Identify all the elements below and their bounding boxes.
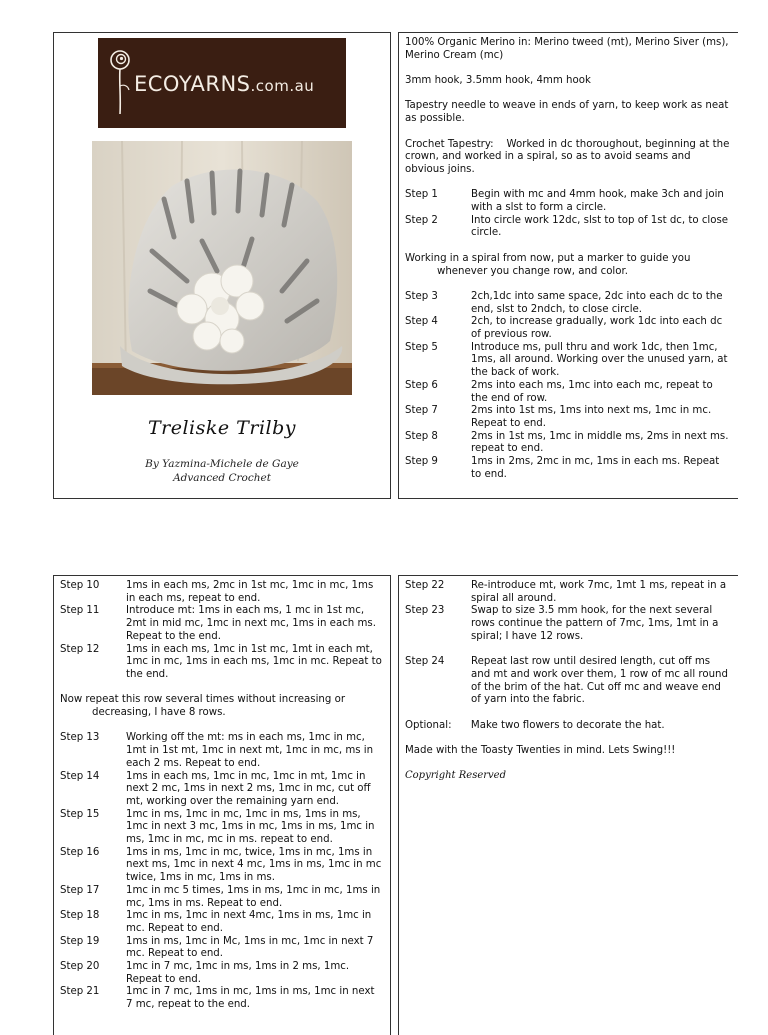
step-item (405, 291, 732, 316)
step-text: 2ms into each ms, 1mc into each mc, repeat to the end of row. (471, 379, 713, 404)
step-label: Step 3 (405, 290, 438, 302)
step-item (405, 456, 732, 481)
instructions-panel-3 (398, 575, 738, 1035)
technique-text: Crochet Tapestry: Worked in dc thoroughout, beginning at the crown, and worked in a spiral, so as to avoid seams and obvious joins. (405, 138, 733, 175)
steps-group (60, 580, 384, 682)
step-label: Step 18 (60, 910, 100, 922)
optional-note: Optional: Make two flowers to decorate the hat. (405, 719, 665, 731)
instructions-panel-2 (53, 575, 391, 1035)
step-label: Step 5 (405, 341, 438, 353)
step-label: Step 15 (60, 808, 100, 820)
step-label: Step 20 (60, 961, 100, 973)
step-label: Step 16 (60, 846, 100, 858)
copyright-note: Copyright Reserved (405, 770, 506, 782)
step-label: Step 4 (405, 316, 438, 328)
step-text: Working off the mt: ms in each ms, 1mc in mc, 1mt in 1st mt, 1mc in next mt, 1mc in mc, ms in each 2 ms. Repeat to end. (126, 732, 374, 769)
step-text: Re-introduce mt, work 7mc, 1mt 1 ms, repeat in a spiral all around. (471, 580, 727, 604)
materials-text: 100% Organic Merino in: Merino tweed (mt), Merino Siver (ms), Merino Cream (mc) (405, 37, 732, 61)
step-item (60, 847, 384, 885)
step-item (405, 316, 732, 341)
step-text: 2ch,1dc into same space, 2dc into each dc to the end, slst to 2ndch, to close circle. (471, 290, 723, 315)
step-text: Repeat last row until desired length, cut off ms and mt and work over them, 1 row of mc all round of the brim of the hat. Cut off mc and weave end of yarn into the fabric. (471, 656, 728, 706)
cover-panel (53, 32, 391, 499)
steps-group (405, 189, 732, 240)
step-item (60, 580, 384, 605)
needle-text: Tapestry needle to weave in ends of yarn, to keep work as neat as possible. (405, 100, 732, 125)
step-item (405, 215, 732, 240)
step-label: Step 11 (60, 605, 100, 617)
step-text: 2ms into 1st ms, 1ms into next ms, 1mc in mc. Repeat to end. (471, 405, 712, 429)
step-text: 1mc in 7 mc, 1mc in ms, 1ms in 2 ms, 1mc. Repeat to end. (126, 961, 350, 985)
step-item (405, 405, 732, 430)
step-item (405, 605, 732, 643)
step-item (60, 936, 384, 961)
step-label: Step 17 (60, 884, 100, 896)
hooks-text: 3mm hook, 3.5mm hook, 4mm hook (405, 75, 591, 87)
step-item (60, 885, 384, 910)
step-text: 1mc in 7 mc, 1ms in mc, 1ms in ms, 1mc in next 7 mc, repeat to the end. (126, 986, 375, 1011)
step-item (60, 605, 384, 643)
step-label: Step 1 (405, 189, 438, 201)
instructions-panel-1 (398, 32, 738, 499)
ecoyarns-logo (98, 38, 346, 128)
step-text: 2ch, to increase gradually, work 1dc into each dc of previous row. (471, 316, 723, 341)
step-label: Step 12 (60, 643, 100, 655)
step-label: Step 14 (60, 770, 100, 782)
step-item (405, 380, 732, 405)
step-text: 1ms in 2ms, 2mc in mc, 1ms in each ms. Repeat to end. (471, 456, 720, 480)
step-item (60, 732, 384, 770)
step-text: 1ms in each ms, 1mc in 1st mc, 1mt in each mt, 1mc in mc, 1ms in each ms, 1mc in mc. Repeat to the end. (126, 643, 382, 680)
step-label: Step 24 (405, 656, 445, 668)
step-text: 1ms in ms, 1mc in mc, twice, 1ms in mc, 1ms in next ms, 1mc in next 4 mc, 1ms in ms, 1mc in mc twice, 1ms in mc, 1ms in ms. (126, 846, 382, 884)
made-with-note: Made with the Toasty Twenties in mind. Lets Swing!!! (405, 745, 676, 757)
step-label: Step 9 (405, 456, 438, 468)
step-label: Step 23 (405, 605, 445, 617)
pattern-title: Treliske Trilby (147, 417, 296, 439)
step-item (60, 644, 384, 682)
repeat-note: Now repeat this row several times without increasing or decreasing, I have 8 rows. (60, 694, 349, 719)
step-label: Step 21 (60, 986, 100, 998)
skill-level: Advanced Crochet (173, 472, 271, 484)
step-item (405, 656, 732, 707)
brand-text: ECOYARNS (134, 72, 251, 96)
step-item (60, 771, 384, 809)
step-label: Step 10 (60, 580, 100, 591)
brand-suffix: .com.au (250, 77, 315, 95)
instructions-text-3 (405, 580, 732, 796)
step-label: Step 6 (405, 379, 438, 391)
step-item (405, 580, 732, 605)
step-item (60, 986, 384, 1011)
step-item (60, 910, 384, 935)
step-text: 1mc in mc 5 times, 1ms in ms, 1mc in mc, 1ms in mc, 1ms in ms. Repeat to end. (126, 884, 381, 909)
brand-name (134, 72, 314, 96)
step-label: Step 13 (60, 732, 100, 744)
instructions-text-2 (60, 580, 384, 1012)
step-text: 1mc in ms, 1mc in mc, 1mc in ms, 1ms in ms, 1mc in next 3 mc, 1ms in mc, 1ms in ms, 1mc in ms, 1mc in mc, mc in ms. repeat to end. (126, 808, 375, 846)
step-label: Step 8 (405, 430, 438, 442)
instructions-text-1 (405, 37, 732, 482)
steps-group (405, 580, 732, 644)
step-item (405, 189, 732, 214)
steps-group (405, 291, 732, 482)
step-item (60, 809, 384, 847)
author-line: By Yazmina-Michele de Gaye (145, 458, 299, 470)
step-text: 1ms in each ms, 1mc in mc, 1mc in mt, 1mc in next 2 mc, 1ms in next 2 ms, 1mc in mc, cut off mt, working over the remaining yarn end. (126, 770, 371, 807)
step-item (60, 961, 384, 986)
hat-illustration (92, 141, 352, 395)
step-text: Begin with mc and 4mm hook, make 3ch and join with a slst to form a circle. (471, 189, 724, 214)
step-text: 1ms in ms, 1mc in Mc, 1ms in mc, 1mc in next 7 mc. Repeat to end. (126, 935, 374, 960)
step-label: Step 2 (405, 214, 438, 226)
step-label: Step 22 (405, 580, 445, 591)
step-text: Introduce ms, pull thru and work 1dc, then 1mc, 1ms, all around. Working over the unused yarn, at the back of work. (471, 341, 728, 379)
step-text: 1mc in ms, 1mc in next 4mc, 1ms in ms, 1mc in mc. Repeat to end. (126, 910, 372, 934)
step-text: 1ms in each ms, 2mc in 1st mc, 1mc in mc, 1ms in each ms, repeat to end. (126, 580, 374, 604)
step-text: Introduce mt: 1ms in each ms, 1 mc in 1st mc, 2mt in mid mc, 1mc in next mc, 1ms in each ms. Repeat to the end. (126, 605, 376, 642)
step-item (405, 431, 732, 456)
step-text: Swap to size 3.5 mm hook, for the next several rows continue the pattern of 7mc, 1ms, 1mt in a spiral; I have 12 rows. (471, 605, 719, 642)
step-item (405, 342, 732, 380)
steps-group (60, 732, 384, 1011)
step-label: Step 19 (60, 935, 100, 947)
step-label: Step 7 (405, 405, 438, 417)
step-text: 2ms in 1st ms, 1mc in middle ms, 2ms in next ms. repeat to end. (471, 430, 729, 455)
spiral-note: Working in a spiral from now, put a marker to guide you whenever you change row, and color. (405, 252, 694, 277)
spiral-icon (106, 46, 134, 118)
steps-group (405, 656, 732, 707)
hat-photo (92, 141, 352, 395)
step-text: Into circle work 12dc, slst to top of 1st dc, to close circle. (471, 214, 729, 239)
